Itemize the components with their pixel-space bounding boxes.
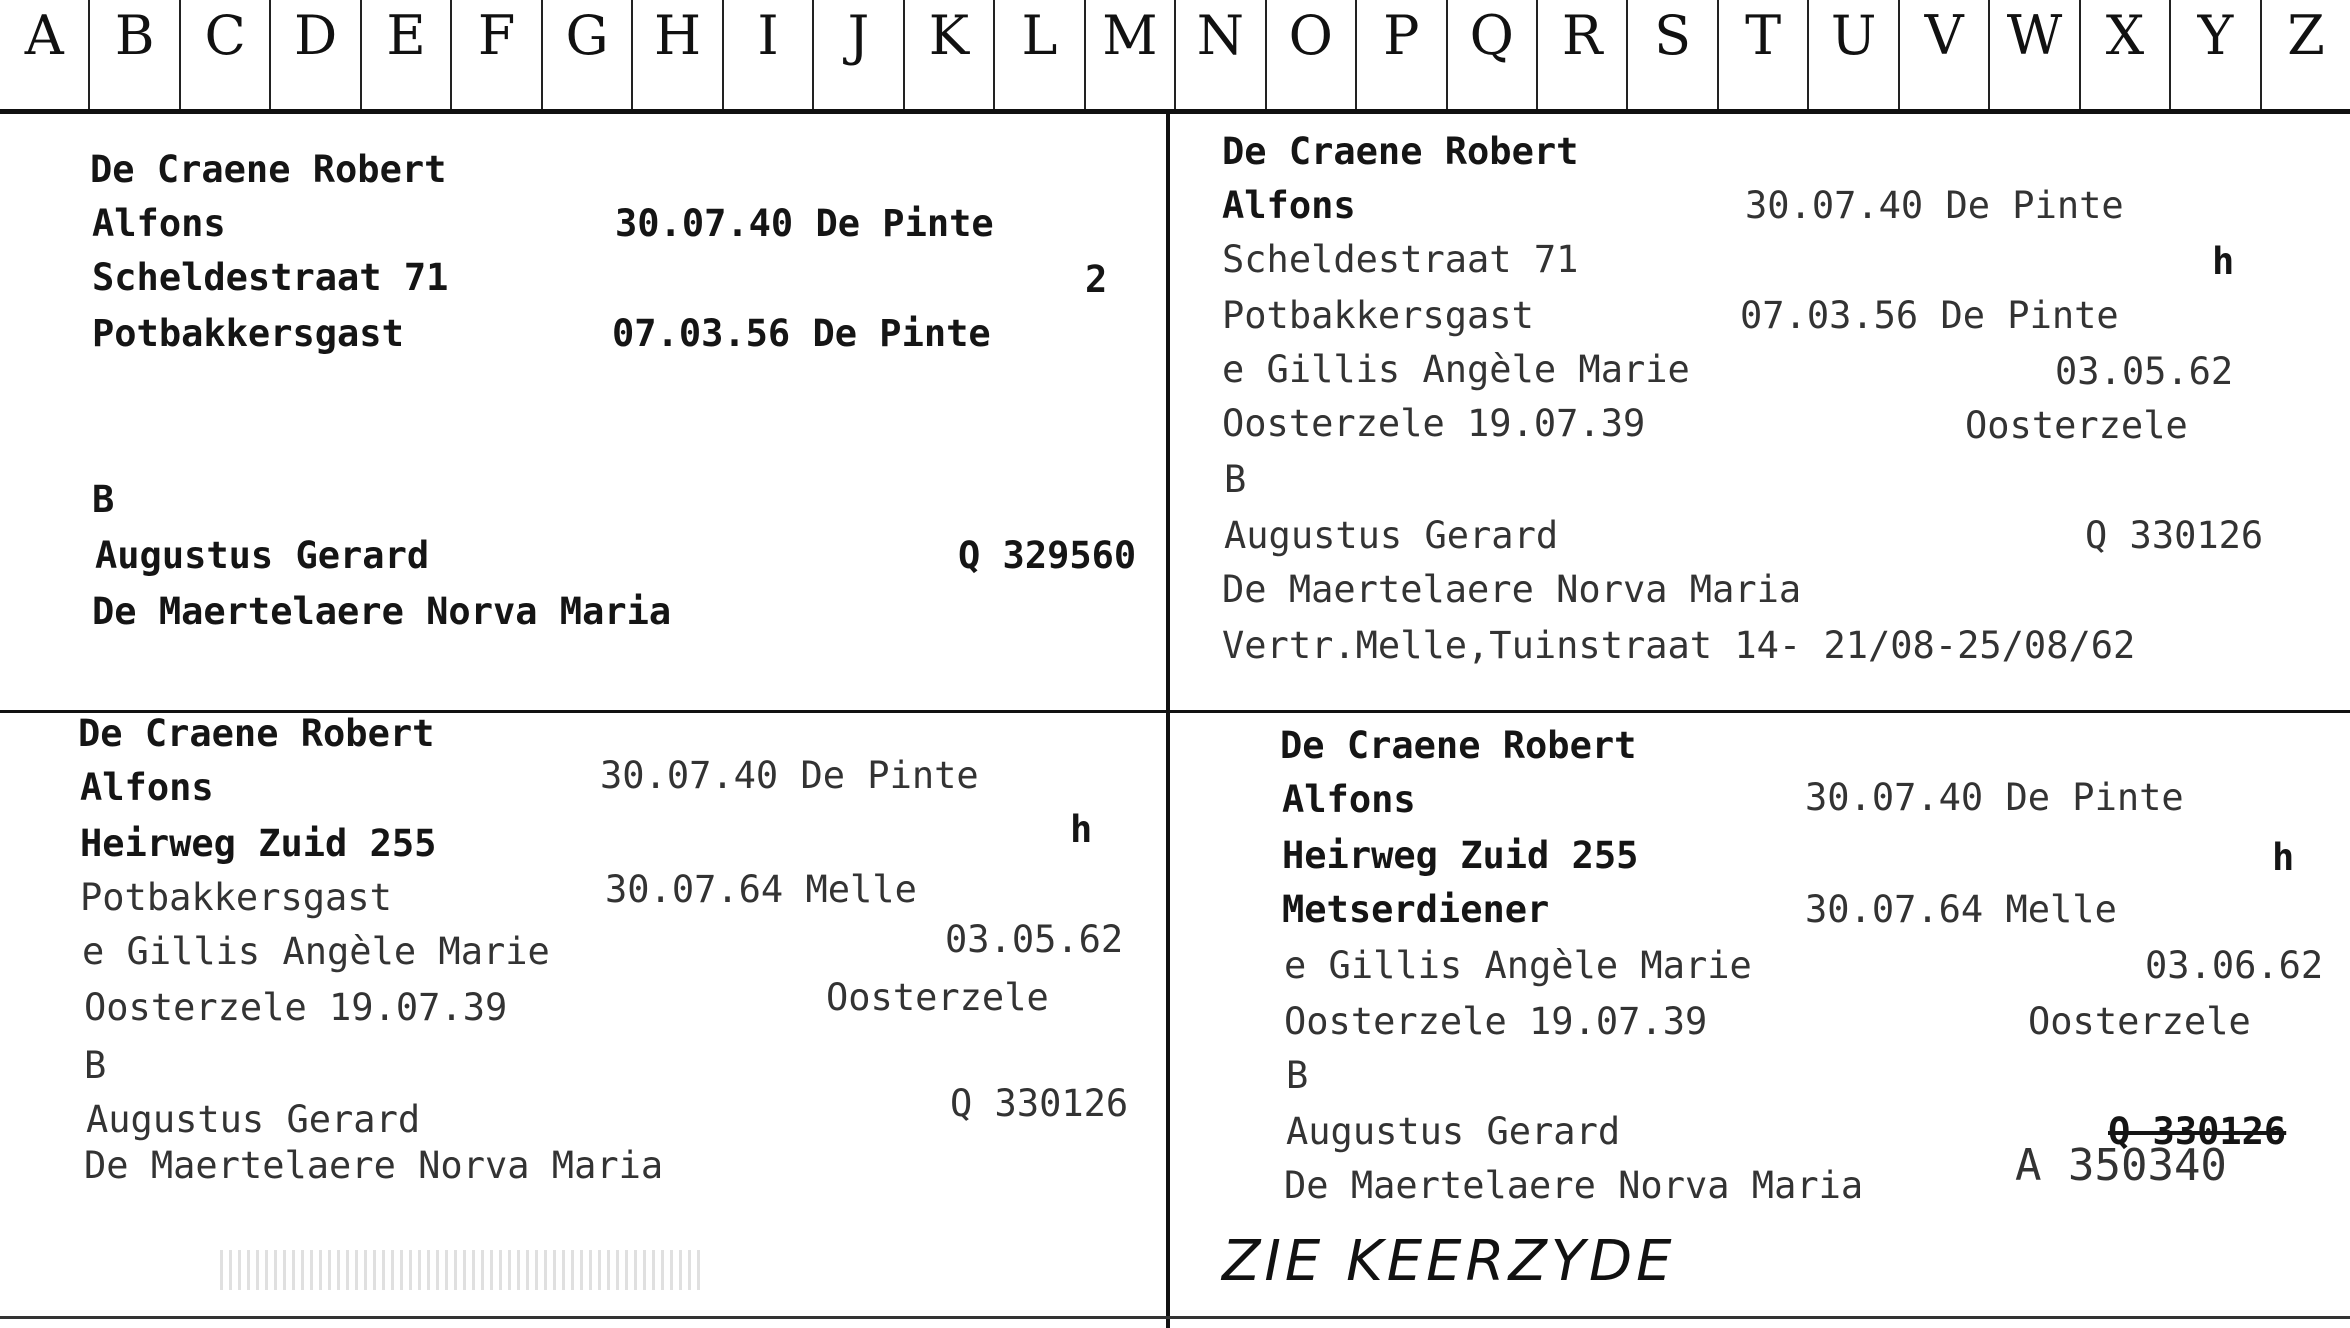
alphabet-letter: M [1086,0,1176,109]
birth-date-place: 30.07.40 De Pinte [615,202,994,245]
spouse-birth-place: Oosterzele [826,976,1049,1019]
alphabet-index [0,0,2350,114]
given-names: Alfons [80,766,214,809]
alphabet-letter: U [1809,0,1899,109]
address: Scheldestraat 71 [92,256,449,299]
address: Heirweg Zuid 255 [80,822,437,865]
departure-note: Vertr.Melle,Tuinstraat 14- 21/08-25/08/62 [1222,624,2136,667]
mother-name: De Maertelaere Norva Maria [1222,568,1802,611]
given-names: Alfons [1282,778,1416,821]
spouse-birth-place: Oosterzele [1965,404,2188,447]
mother-name: De Maertelaere Norva Maria [84,1144,664,1187]
registration-date: 30.07.64 Melle [605,868,917,911]
alphabet-letter: P [1357,0,1447,109]
status-code: B [1286,1054,1309,1097]
marriage-date: 03.06.62 [2145,944,2324,987]
spouse-birth: Oosterzele 19.07.39 [1222,402,1646,445]
alphabet-letter: N [1176,0,1266,109]
spouse-name: e Gillis Angèle Marie [1222,348,1690,391]
ink-smudge [220,1250,700,1290]
alphabet-letter: O [1267,0,1357,109]
given-names: Alfons [1222,184,1356,227]
given-names: Alfons [92,202,226,245]
status-code: B [1224,458,1247,501]
mark: 2 [1085,258,1108,301]
alphabet-letter: Z [2287,4,2325,67]
spouse-name: e Gillis Angèle Marie [1284,944,1752,987]
alphabet-letter: L [995,0,1085,109]
registration-date: 07.03.56 De Pinte [1740,294,2119,337]
surname: De Craene Robert [78,712,435,755]
alphabet-letter: T [1719,0,1809,109]
alphabet-letter: H [633,0,723,109]
alphabet-letter: F [452,0,542,109]
record-number: A 350340 [2015,1140,2227,1191]
address: Heirweg Zuid 255 [1282,834,1639,877]
record-number: Q 330126 [950,1082,1129,1125]
mark: h [2272,836,2295,879]
occupation: Metserdiener [1282,888,1550,931]
father-name: Augustus Gerard [1224,514,1559,557]
record-number: Q 329560 [958,534,1137,577]
spouse-birth-place: Oosterzele [2028,1000,2251,1043]
address: Scheldestraat 71 [1222,238,1579,281]
birth-date-place: 30.07.40 De Pinte [600,754,979,797]
alphabet-letter: D [271,0,361,109]
alphabet-letter: V [1900,0,1990,109]
status-code: B [92,478,115,521]
alphabet-letter: I [724,0,814,109]
alphabet-letter: K [905,0,995,109]
mother-name: De Maertelaere Norva Maria [92,590,672,633]
alphabet-letter: E [362,0,452,109]
spouse-birth: Oosterzele 19.07.39 [1284,1000,1708,1043]
old-record-number: Q 330126 [2108,1110,2287,1153]
alphabet-letter: G [543,0,633,109]
alphabet-letter: J [814,0,904,109]
card-divider-right [1170,710,2350,713]
card-bottom-edge [0,1316,2350,1319]
alphabet-letter: B [90,0,180,109]
alphabet-letter: Y [2171,0,2261,109]
surname: De Craene Robert [1222,130,1579,173]
mother-name: De Maertelaere Norva Maria [1284,1164,1864,1207]
alphabet-letter: R [1538,0,1628,109]
handwritten-note: ZIE KEERZYDE [1222,1229,1676,1294]
mark: h [1070,808,1093,851]
spouse-name: e Gillis Angèle Marie [82,930,550,973]
registration-date: 07.03.56 De Pinte [612,312,991,355]
alphabet-letter: Q [1448,0,1538,109]
mark: h [2212,240,2235,283]
occupation: Potbakkersgast [1222,294,1534,337]
birth-date-place: 30.07.40 De Pinte [1805,776,2184,819]
alphabet-letter: X [2081,0,2171,109]
alphabet-letter: C [181,0,271,109]
alphabet-letter: S [1628,0,1718,109]
marriage-date: 03.05.62 [945,918,1124,961]
registration-date: 30.07.64 Melle [1805,888,2117,931]
status-code: B [84,1044,107,1087]
marriage-date: 03.05.62 [2055,350,2234,393]
birth-date-place: 30.07.40 De Pinte [1745,184,2124,227]
surname: De Craene Robert [1280,724,1637,767]
father-name: Augustus Gerard [86,1098,421,1141]
alphabet-letter: A [0,0,90,109]
card-divider-vertical [1166,114,1170,1328]
occupation: Potbakkersgast [92,312,404,355]
spouse-birth: Oosterzele 19.07.39 [84,986,508,1029]
occupation: Potbakkersgast [80,876,392,919]
surname: De Craene Robert [90,148,447,191]
father-name: Augustus Gerard [1286,1110,1621,1153]
alphabet-letter: W [1990,0,2080,109]
record-number: Q 330126 [2085,514,2264,557]
father-name: Augustus Gerard [95,534,430,577]
